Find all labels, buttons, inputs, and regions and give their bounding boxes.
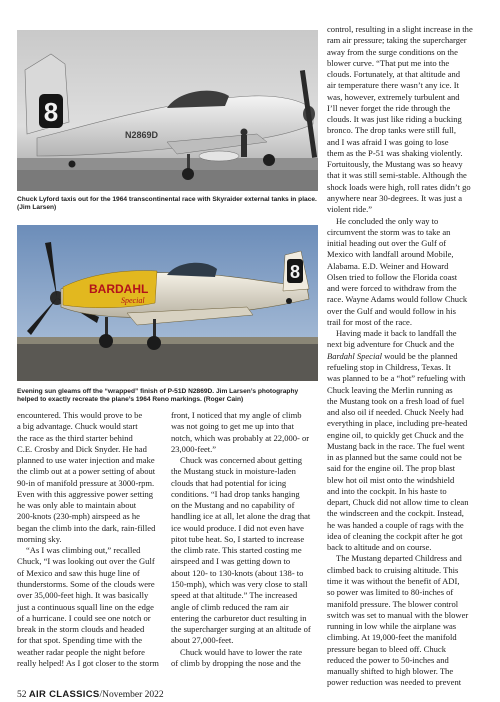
text-line: anywhere near 30-degrees. It was just a — [327, 192, 463, 203]
text-line: over 35,000-feet high. It was basically — [17, 590, 149, 601]
text-line: the Mustang took on a fresh load of fuel — [327, 395, 465, 406]
text-line: Chuck was concerned about getting — [180, 455, 302, 466]
text-line: of a hurricane. I could see one notch or — [17, 612, 151, 623]
text-line: violent ride.” — [327, 204, 373, 215]
text-line: encountered. This would prove to be — [17, 410, 143, 420]
text-line: back to altitude and on course. — [327, 542, 432, 553]
text-line: 90-in of manifold pressure at 3000-rpm. — [17, 477, 155, 488]
text-line: the race as the third starter behind — [17, 432, 133, 443]
text-line: refueling stop in Childress, Texas. It — [327, 361, 451, 372]
text-line: the climb rate. This started costing me — [171, 545, 302, 556]
text-line: about 120- to 130-knots (about 138- to — [171, 567, 304, 578]
text-line: Olsen tried to follow the Florida coast — [327, 271, 458, 282]
text-line: air temperature there wasn’t any ice. It — [327, 80, 460, 91]
text-line: reduced the power to 50-inches and — [327, 654, 449, 665]
photo-bottom-nose-text: BARDAHL — [89, 282, 149, 296]
text-line: manifold pressure. The blower control — [327, 598, 459, 609]
text-line: was, however, extremely turbulent and — [327, 91, 460, 102]
photo-bottom-nose-script: Special — [121, 296, 145, 305]
text-line: running in low while the airplane was — [327, 621, 457, 632]
paragraph — [171, 647, 321, 670]
paragraph — [327, 553, 487, 688]
text-line: planned to use water injection and make — [17, 455, 155, 466]
text-line: for that spot. Spending time with the — [17, 635, 143, 646]
text-line: over the Gulf and would follow in his — [327, 305, 456, 316]
text-line: Fortuitously, the Mustang was so heavy — [327, 159, 463, 170]
text-line: time it was without the benefit of ADI, — [327, 576, 460, 587]
text-line: switch was set to manual with the blower — [327, 609, 469, 620]
text-line: he was only able to maintain about — [17, 500, 137, 511]
text-line: really helped! As I got closer to the storm — [17, 657, 159, 668]
text-line: thunderstorms. Some of the clouds were — [17, 578, 155, 589]
text-line: clouds. It was just like riding a bucking — [327, 114, 462, 125]
text-line: Bardahl Special would be the planned — [327, 350, 458, 361]
text-line: the climb out at a power setting of about — [17, 466, 156, 477]
text-line: Mustang back in the race. The fuel went — [327, 440, 465, 451]
text-line: pitot tube heat. So, I started to increase — [171, 533, 305, 544]
text-line: in as planned but the same could not be — [327, 452, 462, 463]
paragraph — [327, 216, 487, 329]
paragraph — [17, 410, 165, 545]
text-line: climbing. At 19,000-feet the manifold — [327, 632, 457, 643]
text-line: them as the P-51 was shaking violently. — [327, 147, 463, 158]
text-line: everything in place, including pre-heated — [327, 418, 468, 429]
text-line: the Mustang stuck in moisture-laden — [171, 466, 296, 477]
text-line: trail for most of the race. — [327, 316, 412, 327]
page-footer — [17, 689, 164, 700]
text-line: shock loads were high, roll rates didn’t go — [327, 181, 471, 192]
text-line: I’ll never forget the ride through the — [327, 102, 451, 113]
photo-top-caption — [17, 196, 321, 212]
text-line: break in the storm clouds and headed — [17, 624, 145, 635]
text-line: bronco. The drop tanks were still full, — [327, 125, 456, 136]
magazine-title: AIR CLASSICS — [28, 689, 100, 700]
text-line: “As I was climbing out,” recalled — [26, 545, 141, 556]
text-line: on the Mustang and no capability of — [171, 500, 295, 511]
text-line: climbed back to cruising altitude. This — [327, 564, 459, 575]
text-line: circumvent the storm was to take an — [327, 226, 451, 237]
paragraph — [171, 455, 321, 647]
text-line: Chuck, “I was looking out over the Gulf — [17, 556, 155, 567]
text-line: Chuck would have to lower the rate — [180, 646, 302, 657]
text-line: Chuck leaving the Merlin running as — [327, 384, 453, 395]
text-line: handling ice at all, let alone the drag that — [171, 511, 311, 522]
page-number: 52 — [17, 690, 27, 700]
text-line: the windscreen and the cockpit. Instead, — [327, 508, 464, 519]
photo-bottom — [17, 225, 318, 381]
text-line: began the climb into the dark, rain-filled — [17, 522, 156, 533]
text-line: front, I noticed that my angle of climb — [171, 410, 302, 420]
text-line: ram air pressure; taking the supercharger — [327, 35, 467, 46]
text-line: said for the engine oil. The prop blast — [327, 463, 456, 474]
text-line: clouds. Fortunately, at that altitude and — [327, 69, 461, 80]
text-line: C.E. Crosby and Dick Snyder. He had — [17, 443, 147, 454]
text-line: and also oil if needed. Chuck Neely had — [327, 407, 464, 418]
text-line: angle of climb reduced the ram air — [171, 601, 289, 612]
issue-date: /November 2022 — [99, 690, 164, 700]
text-line: airspeed and I was getting down to — [171, 556, 291, 567]
text-line: of Mexico and saw this huge line of — [17, 567, 140, 578]
text-column-middle — [171, 410, 321, 669]
text-line: 150-mph), which was very close to stall — [171, 578, 308, 589]
text-line: pressure began to bleed off. Chuck — [327, 643, 446, 654]
text-line: Alabama. E.D. Weiner and Howard — [327, 260, 449, 271]
text-line: blower curve. “That put me into the — [327, 57, 450, 68]
paragraph — [327, 328, 487, 553]
text-line: so power was limited to 80-inches of — [327, 587, 454, 598]
text-line: clouds that had potential for icing — [171, 477, 287, 488]
text-line: about 27,000-feet. — [171, 635, 234, 646]
text-line: initial heading out over the Gulf of — [327, 238, 447, 249]
paragraph — [17, 545, 165, 669]
photo-top-image — [17, 30, 318, 191]
text-line: speed at that altitude.” The increased — [171, 590, 298, 601]
text-line: idea of cleaning the cockpit after he got — [327, 530, 463, 541]
photo-bottom-race-number: 8 — [289, 262, 301, 282]
text-line: power reduction was needed to prevent — [327, 677, 462, 688]
text-line: 200-knots (230-mph) airspeed as he — [17, 511, 140, 522]
text-line: engine oil, to quickly get Chuck and the — [327, 429, 464, 440]
text-line: next big adventure for Chuck and the — [327, 339, 455, 350]
text-line: conditions. “I had drop tanks hanging — [171, 488, 300, 499]
text-line: 23,000-feet.” — [171, 443, 217, 454]
text-line: away from the surge conditions on the — [327, 46, 458, 57]
text-line: a big advantage. Chuck would start — [17, 421, 138, 432]
photo-top-tail-code: N2869D — [125, 130, 159, 140]
text-line: notch, which was probably at 22,000- or — [171, 432, 310, 443]
text-line: control, resulting in a slight increase in the — [327, 24, 473, 34]
text-line: weather radar people the night before — [17, 646, 145, 657]
italic-aircraft-name: Bardahl Special — [327, 350, 382, 361]
text-line: ice would produce. I did not even have — [171, 522, 304, 533]
text-line: the supercharger surging at an altitude of — [171, 624, 311, 635]
text-line: he was handed a couple of rags with the — [327, 519, 464, 530]
photo-bottom-caption — [17, 388, 321, 404]
text-line: was planned to be a “hot” refueling with — [327, 373, 466, 384]
text-column-right — [327, 24, 487, 689]
photo-top-race-number: 8 — [43, 97, 59, 127]
text-line: Having made it back to landfall the — [336, 328, 457, 339]
text-line: manually shifted to high blower. The — [327, 666, 454, 677]
text-line: The Mustang departed Childress and — [336, 553, 462, 564]
photo-bottom-image — [17, 225, 318, 381]
text-line: blew hot oil mist onto the windshield — [327, 474, 455, 485]
text-line: race. Wayne Adams would follow Chuck — [327, 294, 468, 305]
text-line: that it was still semi-stable. Although the — [327, 170, 467, 181]
photo-top — [17, 30, 318, 191]
text-line: depart, Chuck did not allow time to clean — [327, 497, 469, 508]
paragraph — [171, 410, 321, 455]
paragraph — [327, 24, 487, 216]
text-line: and were forced to withdraw from the — [327, 283, 457, 294]
text-line: just a continuous squall line on the edge — [17, 601, 154, 612]
text-line: of climb by dropping the nose and the — [171, 657, 301, 668]
text-line: He concluded the only way to — [336, 215, 439, 226]
text-column-left — [17, 410, 165, 669]
text-line: and I was afraid I was going to lose — [327, 136, 449, 147]
photo-top-caption-text: Chuck Lyford taxis out for the 1964 transcontinental race with Skyraider external tanks in place. (Jim Larsen) — [17, 196, 317, 212]
text-line: and into the cockpit. In his haste to — [327, 485, 447, 496]
text-line: was not going to get me up into that — [171, 421, 294, 432]
text-line: Even with this aggressive power setting — [17, 488, 154, 499]
photo-bottom-caption-text: Evening sun gleams off the “wrapped” finish of P-51D N2869D. Jim Larsen’s photography helped to exactly recreate the plane’s 1964 Reno markings. (Roger Cain) — [17, 388, 299, 404]
text-line: Mexico with landfall around Mobile, — [327, 249, 454, 260]
text-line: morning sky. — [17, 533, 62, 544]
text-line: entering the carburetor duct resulting in — [171, 612, 307, 623]
